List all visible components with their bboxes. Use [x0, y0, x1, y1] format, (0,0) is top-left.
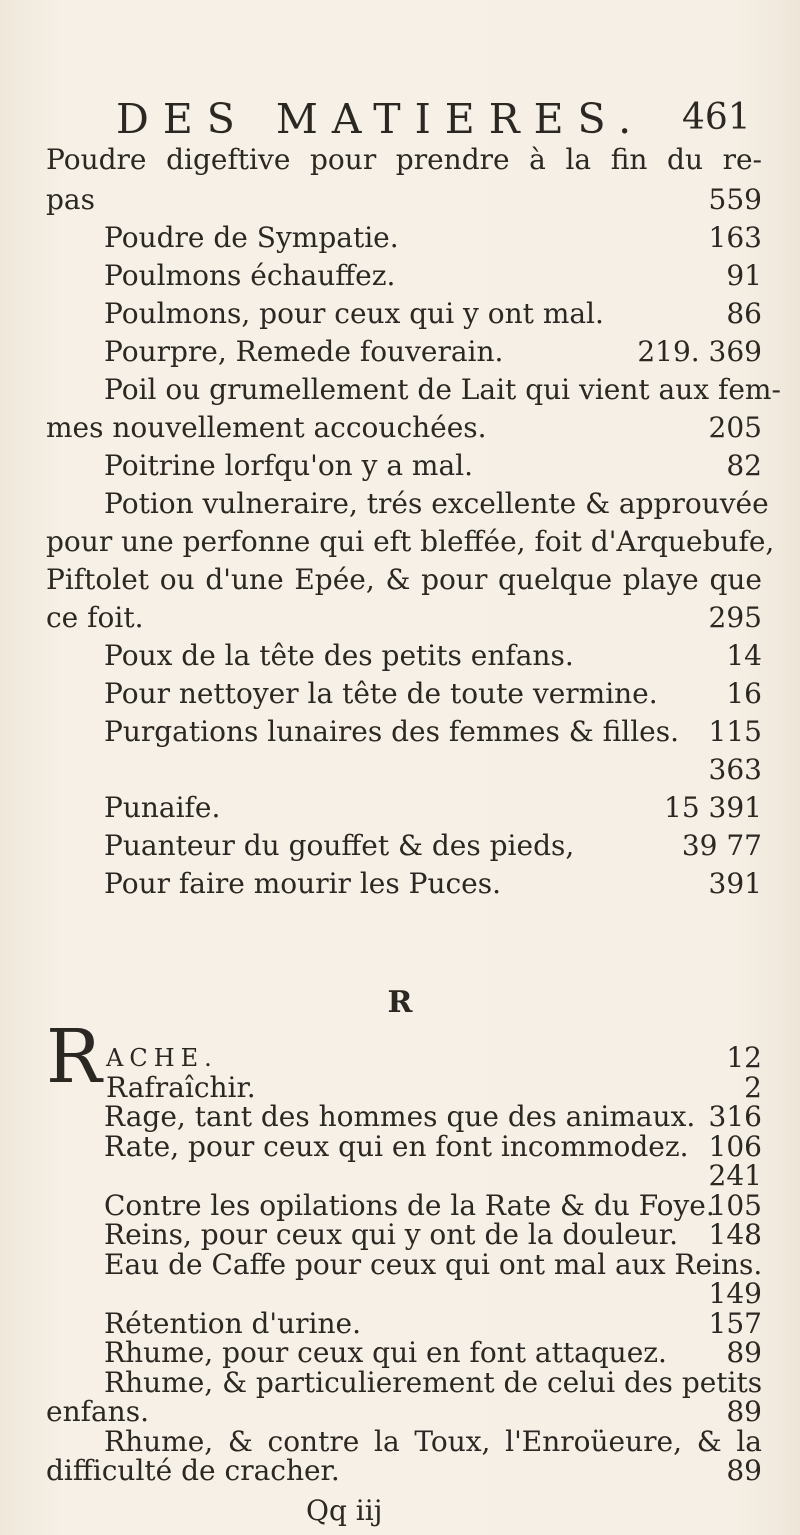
- index-entry: 149: [708, 1277, 762, 1310]
- index-entry: Poil ou grumellement de Lait qui vient aux fem-: [104, 373, 781, 406]
- header-title: DES MATIERES.: [116, 95, 646, 143]
- index-entry: mes nouvellement accouchées. 205: [46, 411, 762, 444]
- index-entry: Punaife. 15 391: [104, 791, 762, 824]
- index-entry: ce foit. 295: [46, 601, 762, 634]
- index-entry: ACHE. 12: [106, 1041, 762, 1074]
- index-entry: Poux de la tête des petits enfans. 14: [104, 639, 762, 672]
- index-entry: Poudre digeftive pour prendre à la fin du re-: [46, 143, 762, 176]
- index-entry: Rétention d'urine. 157: [104, 1306, 762, 1340]
- index-entry: Rhume, & particulierement de celui des petits: [104, 1365, 763, 1399]
- index-entry: Rage, tant des hommes que des animaux. 316: [104, 1100, 762, 1133]
- index-entry: Poudre de Sympatie. 163: [104, 221, 762, 254]
- signature-mark: Qq iij: [306, 1494, 383, 1527]
- header-page-number: 461: [682, 97, 751, 138]
- index-entry: Piftolet ou d'une Epée, & pour quelque playe que: [46, 563, 762, 596]
- index-entry: Poitrine lorfqu'on y a mal. 82: [104, 449, 762, 482]
- index-entry: Poulmons, pour ceux qui y ont mal. 86: [104, 297, 762, 330]
- index-entry: Eau de Caffe pour ceux qui ont mal aux Reins.: [104, 1247, 763, 1281]
- index-entry: Pourpre, Remede fouverain. 219. 369: [104, 335, 762, 368]
- index-entry: Poulmons échauffez. 91: [104, 259, 762, 292]
- index-entry: Purgations lunaires des femmes & filles. 115: [104, 715, 762, 748]
- index-entry: Rhume, & contre la Toux, l'Enroüeure, & la: [104, 1424, 762, 1458]
- index-entry: pas 559: [46, 183, 762, 216]
- index-entry: Potion vulneraire, trés excellente & approuvée: [104, 487, 769, 520]
- drop-capital: R: [46, 1014, 102, 1100]
- index-entry: Puanteur du gouffet & des pieds, 39 77: [104, 829, 762, 862]
- index-entry: Pour nettoyer la tête de toute vermine. 16: [104, 677, 762, 710]
- index-entry: 363: [708, 753, 762, 786]
- index-entry: Rate, pour ceux qui en font incommodez. 106: [104, 1129, 762, 1163]
- index-entry: Reins, pour ceux qui y ont de la douleur. 148: [104, 1218, 762, 1251]
- index-entry: Rafraîchir. 2: [106, 1070, 762, 1104]
- index-entry: Rhume, pour ceux qui en font attaquez. 89: [104, 1336, 762, 1369]
- section-letter: R: [387, 985, 413, 1020]
- index-entry: Pour faire mourir les Puces. 391: [104, 867, 762, 900]
- index-entry: enfans. 89: [46, 1395, 762, 1428]
- index-entry: 241: [708, 1159, 762, 1192]
- index-entry: difficulté de cracher. 89: [46, 1454, 762, 1487]
- index-entry: Contre les opilations de la Rate & du Foye. 105: [104, 1188, 762, 1222]
- index-entry: pour une perfonne qui eft bleffée, foit d'Arquebufe,: [46, 525, 775, 558]
